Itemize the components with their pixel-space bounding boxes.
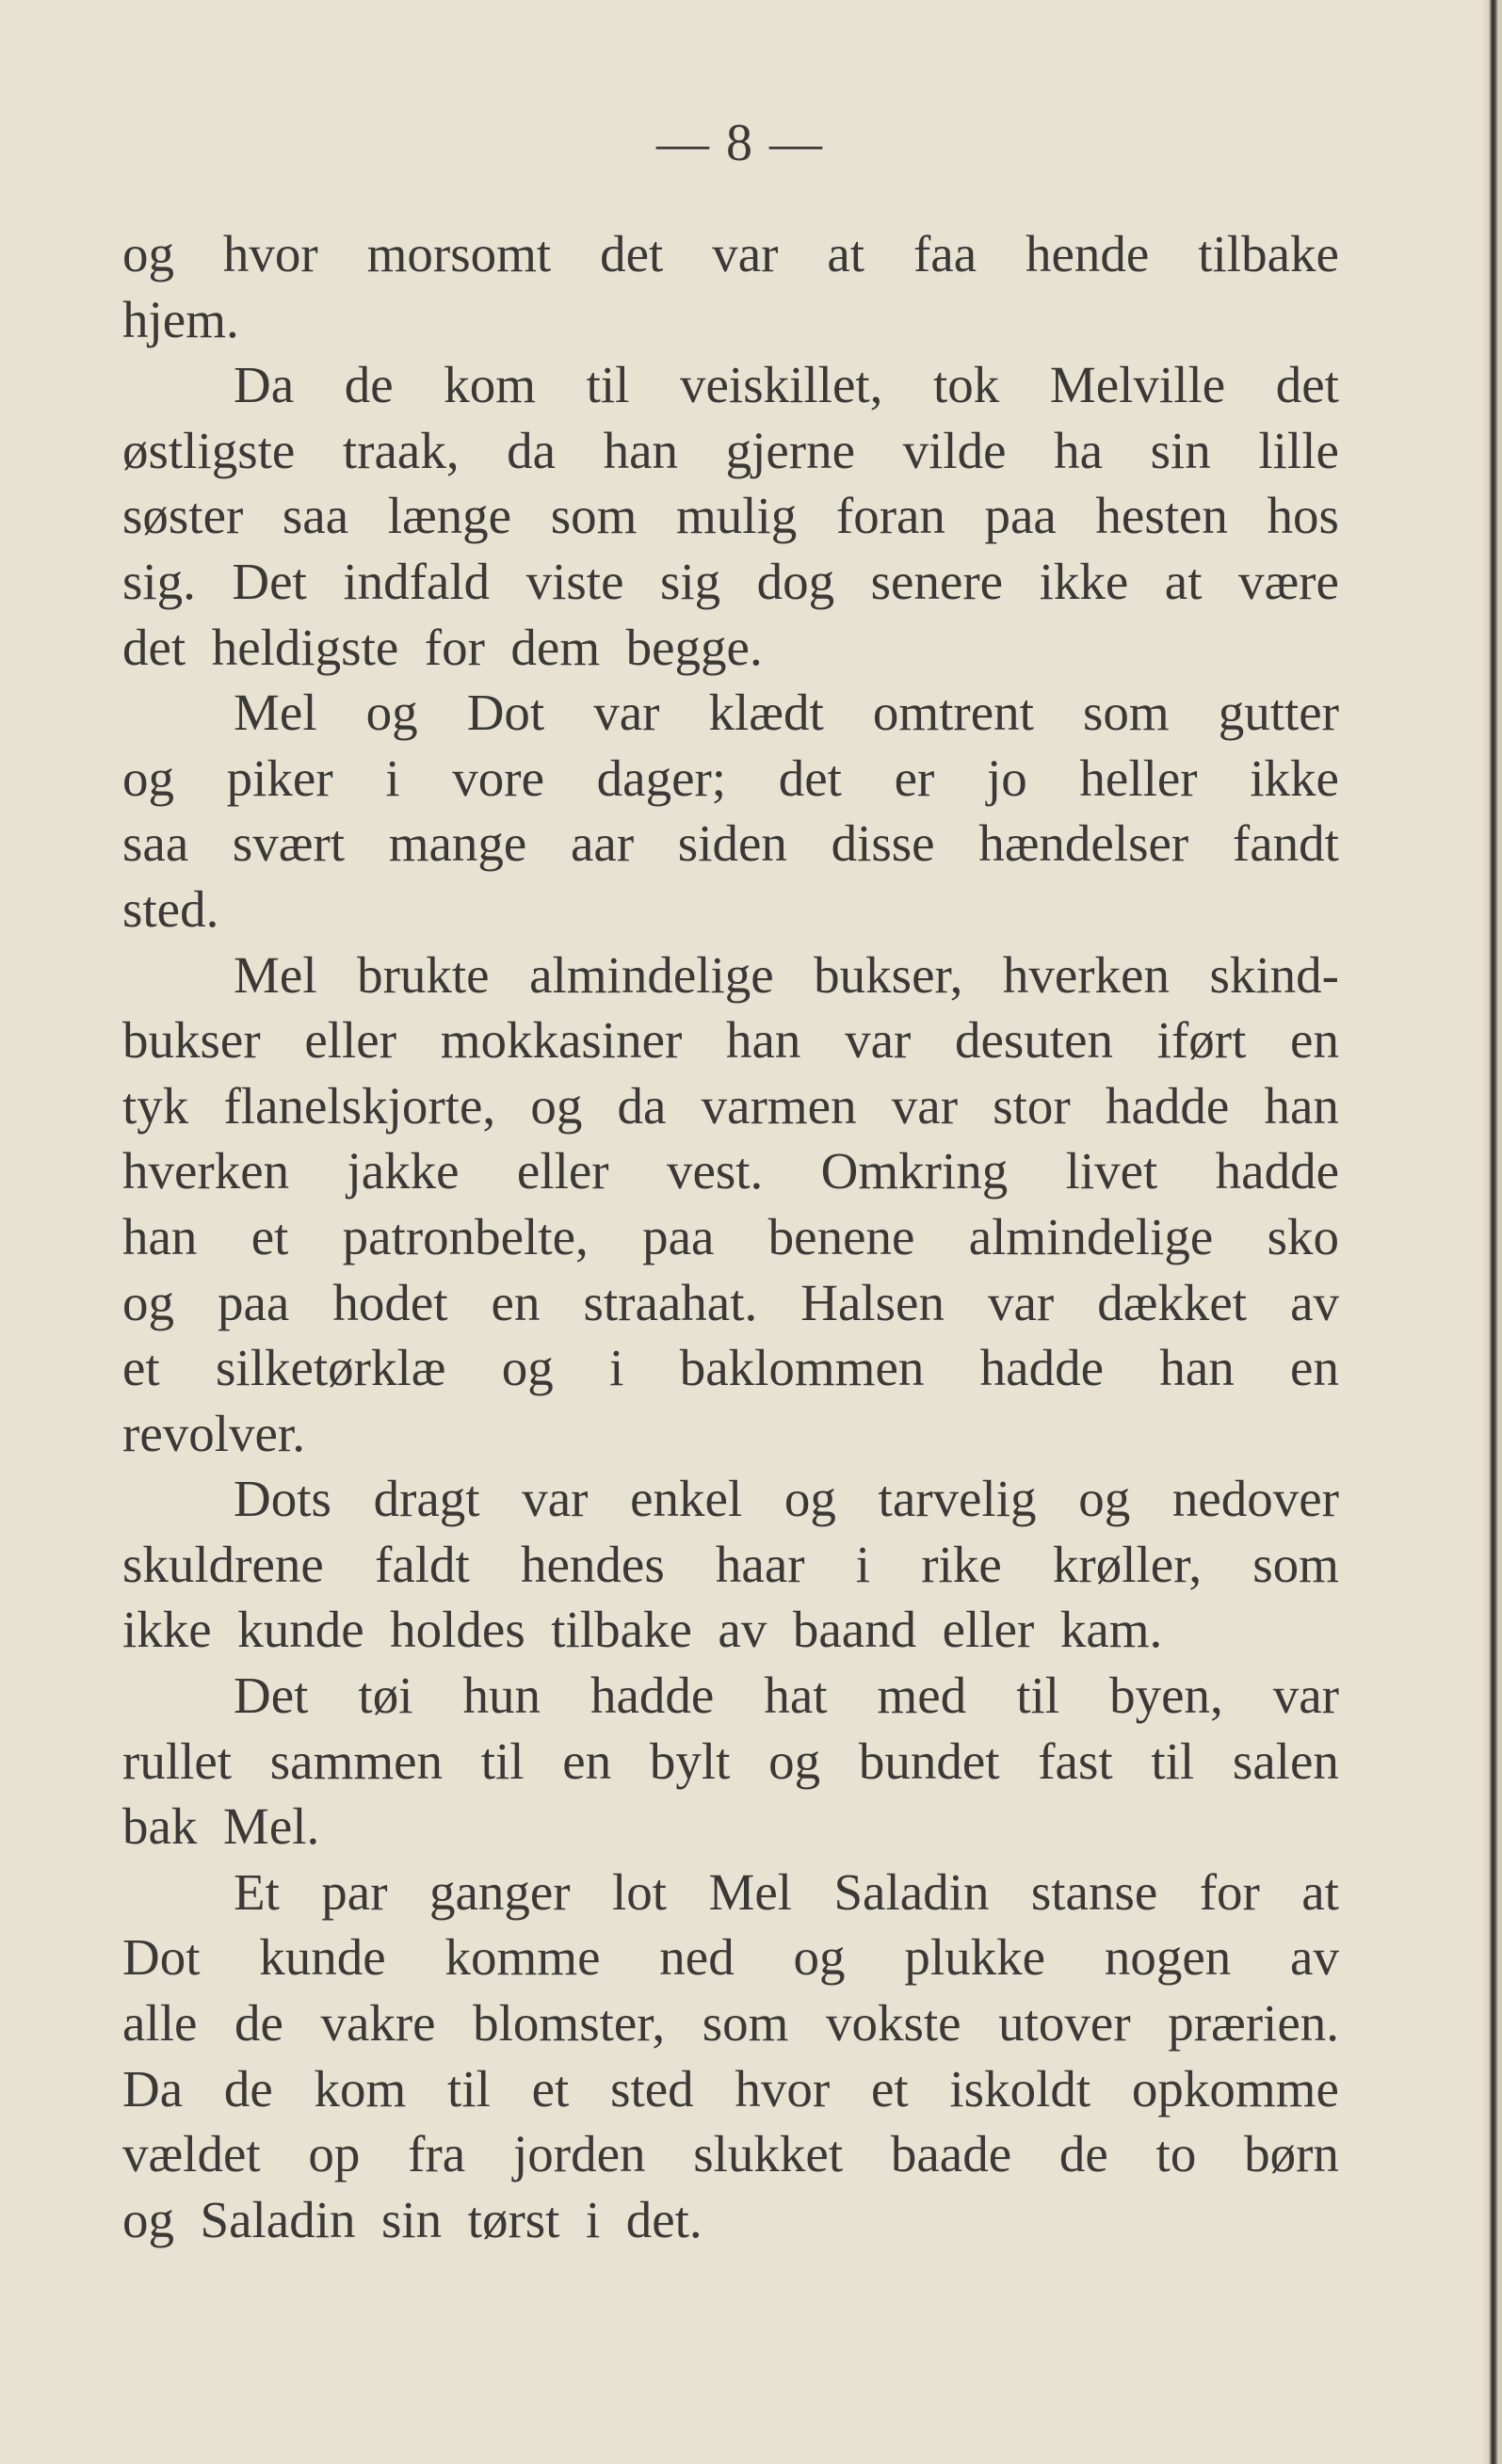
text-line: Det tøi hun hadde hat med til byen, var bbox=[234, 1667, 1339, 1725]
body-text bbox=[122, 221, 1339, 2252]
text-line: og hvor morsomt det var at faa hende tilbake bbox=[122, 225, 1339, 282]
text-line: Et par ganger lot Mel Saladin stanse for at bbox=[234, 1862, 1339, 1921]
text-line: skuldrene faldt hendes haar i rike krøller, som bbox=[122, 1535, 1339, 1593]
text-line: Dot kunde komme ned og plukke nogen av bbox=[122, 1928, 1339, 1987]
text-line: saa svært mange aar siden disse hændelser fandt bbox=[122, 814, 1339, 873]
text-line: rullet sammen til en bylt og bundet fast til salen bbox=[122, 1731, 1339, 1790]
text-line: han et patronbelte, paa benene almindelige sko bbox=[122, 1207, 1339, 1265]
text-line: og paa hodet en straahat. Halsen var dækket av bbox=[122, 1273, 1339, 1331]
text-line: Mel brukte almindelige bukser, hverken skind- bbox=[234, 945, 1339, 1004]
page-number: — 8 — bbox=[656, 114, 824, 172]
text-line: sig. Det indfald viste sig dog senere ikke at være bbox=[122, 552, 1339, 610]
text-line: det heldigste for dem begge. bbox=[122, 618, 763, 676]
page-edge bbox=[1481, 0, 1502, 2464]
text-line: ikke kunde holdes tilbake av baand eller kam. bbox=[122, 1601, 1163, 1659]
text-line: tyk flanelskjorte, og da varmen var stor hadde han bbox=[122, 1076, 1339, 1135]
text-line: et silketørklæ og i baklommen hadde han en bbox=[122, 1339, 1339, 1397]
text-line: alle de vakre blomster, som vokste utover prærien. bbox=[122, 1994, 1339, 2053]
text-line: og Saladin sin tørst i det. bbox=[122, 2190, 703, 2248]
text-line: søster saa længe som mulig foran paa hesten hos bbox=[122, 487, 1339, 545]
text-line: hverken jakke eller vest. Omkring livet hadde bbox=[122, 1142, 1339, 1200]
text-line: hjem. bbox=[122, 290, 239, 348]
text-line: og piker i vore dager; det er jo heller ikke bbox=[122, 749, 1339, 807]
text-line: Dots dragt var enkel og tarvelig og nedover bbox=[234, 1470, 1339, 1528]
text-line: revolver. bbox=[122, 1404, 305, 1462]
text-line: Da de kom til et sted hvor et iskoldt opkomme bbox=[122, 2059, 1339, 2118]
text-line: bak Mel. bbox=[122, 1797, 320, 1856]
text-line: vældet op fra jorden slukket baade de to børn bbox=[122, 2125, 1339, 2183]
text-line: sted. bbox=[122, 879, 219, 938]
text-line: Da de kom til veiskillet, tok Melville det bbox=[234, 356, 1339, 414]
text-line: bukser eller mokkasiner han var desuten iført en bbox=[122, 1011, 1339, 1070]
text-line: østligste traak, da han gjerne vilde ha sin lille bbox=[122, 421, 1339, 479]
text-line: Mel og Dot var klædt omtrent som gutter bbox=[234, 684, 1339, 742]
